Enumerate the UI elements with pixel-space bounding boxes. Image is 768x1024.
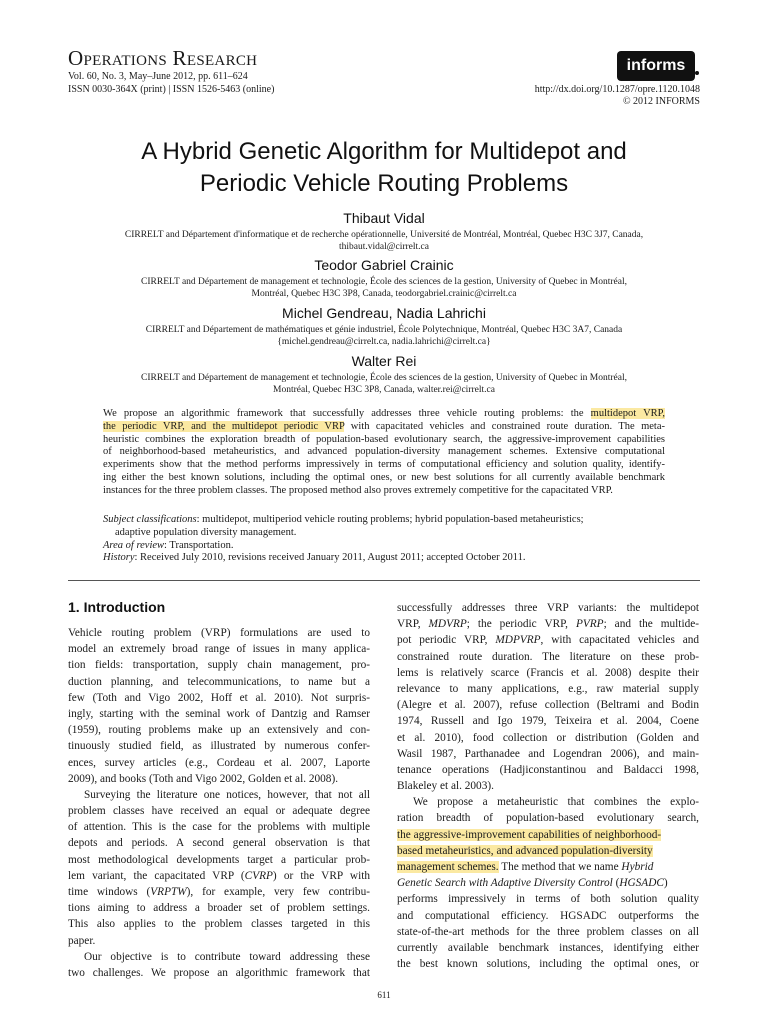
text-line: We propose a metaheuristic that combines the explo-	[413, 796, 699, 809]
author-name: Walter Rei	[351, 353, 417, 369]
author-name: Teodor Gabriel Crainic	[314, 257, 454, 273]
author-affiliation: CIRRELT and Département de management et technologie, École des sciences de la gestion, University of Quebec in Montréal, Montréal, Quebec H3C 3P8, Canada, walter.rei@cirrelt.ca	[141, 373, 627, 395]
section-heading: 1. Introduction	[68, 599, 166, 615]
left-column	[68, 625, 370, 981]
highlight: the aggressive-improvement capabilities of neighborhood-	[397, 828, 662, 841]
text-line: state-of-the-art methods for the three problem classes on all	[397, 925, 699, 938]
text-line: problem classes have received an equal or adequate degree	[68, 805, 370, 818]
issn-line: ISSN 0030-364X (print) | ISSN 1526-5463 (online)	[68, 84, 275, 95]
text-line: time windows (VRPTW), for example, very few contribu-	[68, 886, 370, 898]
text-line: Blakeley et al. 2003).	[397, 780, 494, 793]
text-line: 1974, Russell and Igo 1979, Teixeira et al. 2004, Coene	[397, 715, 699, 728]
text-line: depots and periods. A second general observation is that	[68, 837, 370, 850]
author-name: Michel Gendreau, Nadia Lahrichi	[282, 305, 486, 321]
author-block	[68, 353, 700, 396]
text-line: Genetic Search with Adaptive Diversity Control (HGSADC)	[397, 877, 668, 890]
text-line: ration breadth of population-based evolutionary search,	[397, 812, 699, 825]
title-line-1: A Hybrid Genetic Algorithm for Multidepot and	[141, 138, 627, 165]
text-line: successfully addresses three VRP variants: the multidepot	[397, 602, 699, 614]
area-of-review: Area of review: Transportation.	[103, 539, 234, 551]
text-line: tinuously studied field, as illustrated by numerous confer-	[68, 740, 370, 753]
subject-classifications-cont: adaptive population diversity management.	[115, 526, 297, 538]
journal-meta	[68, 70, 274, 96]
text-line: lems is relatively scarce (Francis et al. 2008) despite their	[397, 666, 699, 679]
text-line	[397, 827, 699, 843]
history: History: Received July 2010, revisions received January 2011, August 2011; accepted October 2011.	[103, 552, 526, 564]
subject-classifications: Subject classifications: multidepot, multiperiod vehicle routing problems; hybrid population-based metaheuristics;	[103, 514, 584, 525]
author-affiliation: CIRRELT and Département de mathématiques et génie industriel, École Polytechnique, Montréal, Quebec H3C 3A7, Canada {michel.gendreau@cirrelt.ca, nadia.lahrichi@cirrelt.ca}	[145, 325, 623, 347]
abstract-line: ing either the best known solutions, including the optimal ones, or new best solutions for all currently available benchmark	[103, 471, 665, 483]
doi-link[interactable]: http://dx.doi.org/10.1287/opre.1120.1048	[534, 84, 700, 95]
text-line: (1959), routing problems make up an extensively and con-	[68, 724, 370, 737]
copyright: © 2012 INFORMS	[622, 96, 700, 107]
text-line: VRP, MDVRP; the periodic VRP, PVRP; and the multide-	[397, 618, 700, 631]
text-line: paper.	[68, 934, 96, 947]
text-line: pot periodic VRP, MDPVRP, with capacitated vehicles and	[397, 634, 700, 647]
text-line: 2009), and books (Toth and Vigo 2002, Golden et al. 2008).	[68, 772, 339, 785]
text-line: performs impressively in terms of both solution quality	[397, 893, 699, 906]
text-line: most methodological developments target a particular prob-	[68, 853, 370, 866]
author-name: Thibaut Vidal	[343, 210, 425, 226]
volume-line: Vol. 60, No. 3, May–June 2012, pp. 611–624	[68, 71, 248, 82]
abstract-line: instances for the three problem classes. The proposed method also proves extremely competitive for the capacitated VRP.	[103, 484, 613, 496]
text-line: Vehicle routing problem (VRP) formulations are used to	[68, 627, 370, 639]
abstract-line: experiments show that the method performs impressively in terms of computational efficiency and solution quality, identify-	[103, 459, 665, 471]
abstract-line: We propose an algorithmic framework that successfully addresses three vehicle routing problems: the multidepot VRP,	[103, 408, 665, 419]
text-line: few (Toth and Vigo 2002, Hoff et al. 2010). Not surpris-	[68, 691, 370, 704]
highlight: the periodic VRP, and the multidepot periodic VRP	[103, 420, 345, 432]
text-line: duction planning, and telecommunications, to name but a	[68, 675, 370, 688]
text-line: ences, survey articles (e.g., Cordeau et al. 2007, Laporte	[68, 756, 370, 769]
text-line: the best known solutions, including the optimal ones, or	[397, 958, 699, 971]
paper-title	[68, 136, 700, 200]
text-line: et al. 2010), food collection or distribution (Golden and	[397, 731, 699, 744]
text-line: tenance operations (Hadjiconstantinou and Baldacci 1998,	[397, 763, 699, 776]
text-line: Our objective is to contribute toward addressing these	[84, 950, 370, 963]
text-line: and computational efficiency. HGSADC outperforms the	[397, 909, 699, 922]
text-line	[397, 843, 699, 859]
text-line: relevance to many applications, e.g., raw material supply	[397, 682, 699, 695]
text-line: This also applies to the problem classes targeted in this	[68, 918, 370, 931]
abstract	[103, 408, 665, 498]
title-line-2: Periodic Vehicle Routing Problems	[199, 170, 569, 197]
right-column	[397, 600, 699, 972]
author-block	[68, 305, 700, 348]
text-line: currently available benchmark instances, identifying either	[397, 941, 699, 954]
abstract-line: the periodic VRP, and the multidepot periodic VRP with capacitated vehicles and constrained route duration. The meta-	[103, 420, 665, 432]
author-block	[68, 210, 700, 253]
section-divider	[68, 580, 700, 581]
abstract-line: of neighborhood-based metaheuristics, and advanced population-diversity management schemes. Extensive computational	[103, 446, 665, 458]
logo-dot	[695, 71, 699, 75]
author-affiliation: CIRRELT and Département d'informatique et de recherche opérationnelle, Université de Montréal, Montréal, Quebec H3C 3J7, Canada, thibaut.vidal@cirrelt.ca	[124, 230, 644, 252]
informs-logo: informs	[617, 51, 695, 81]
author-block	[68, 257, 700, 300]
journal-name: Operations Research	[68, 46, 258, 70]
page-number: 611	[377, 990, 391, 1000]
text-line: (Alegre et al. 2007), refuse collection (Beltrami and Bodin	[397, 699, 699, 712]
highlight: based metaheuristics, and advanced population-diversity	[397, 844, 653, 857]
highlight: management schemes.	[397, 861, 499, 873]
author-affiliation: CIRRELT and Département de management et technologie, École des sciences de la gestion, University of Quebec in Montréal, Montréal, Quebec H3C 3P8, Canada, teodorgabriel.crainic@cirrelt.ca	[141, 277, 627, 299]
text-line: ingly, starting with the seminal work of Dantzig and Ramser	[68, 707, 370, 720]
text-line: two challenges. We propose an algorithmic framework that	[68, 966, 370, 979]
text-line: constrained route duration. The literature on these prob-	[397, 650, 699, 663]
abstract-line: heuristic combines the exploration breadth of population-based evolutionary search, the aggressive-improvement capabilities	[103, 433, 665, 445]
text-line: tion fields: transportation, supply chain management, pro-	[68, 659, 370, 672]
text-line: tions aiming to address a broader set of problem settings.	[68, 902, 370, 915]
text-line: lem variant, the capacitated VRP (CVRP) or the VRP with	[68, 869, 370, 882]
text-line: Surveying the literature one notices, however, that not all	[84, 788, 370, 801]
text-line: of attention. This is the case for the problems with multiple	[68, 821, 370, 834]
doi-block	[535, 84, 700, 108]
text-line: management schemes. The method that we name Hybrid	[397, 861, 654, 873]
subject-block	[103, 514, 673, 565]
highlight: multidepot VRP,	[590, 408, 665, 419]
text-line: model an extremely broad range of issues in many applica-	[68, 643, 370, 656]
text-line: Wasil 1987, Parthanadee and Logendran 2006), and main-	[397, 747, 699, 760]
